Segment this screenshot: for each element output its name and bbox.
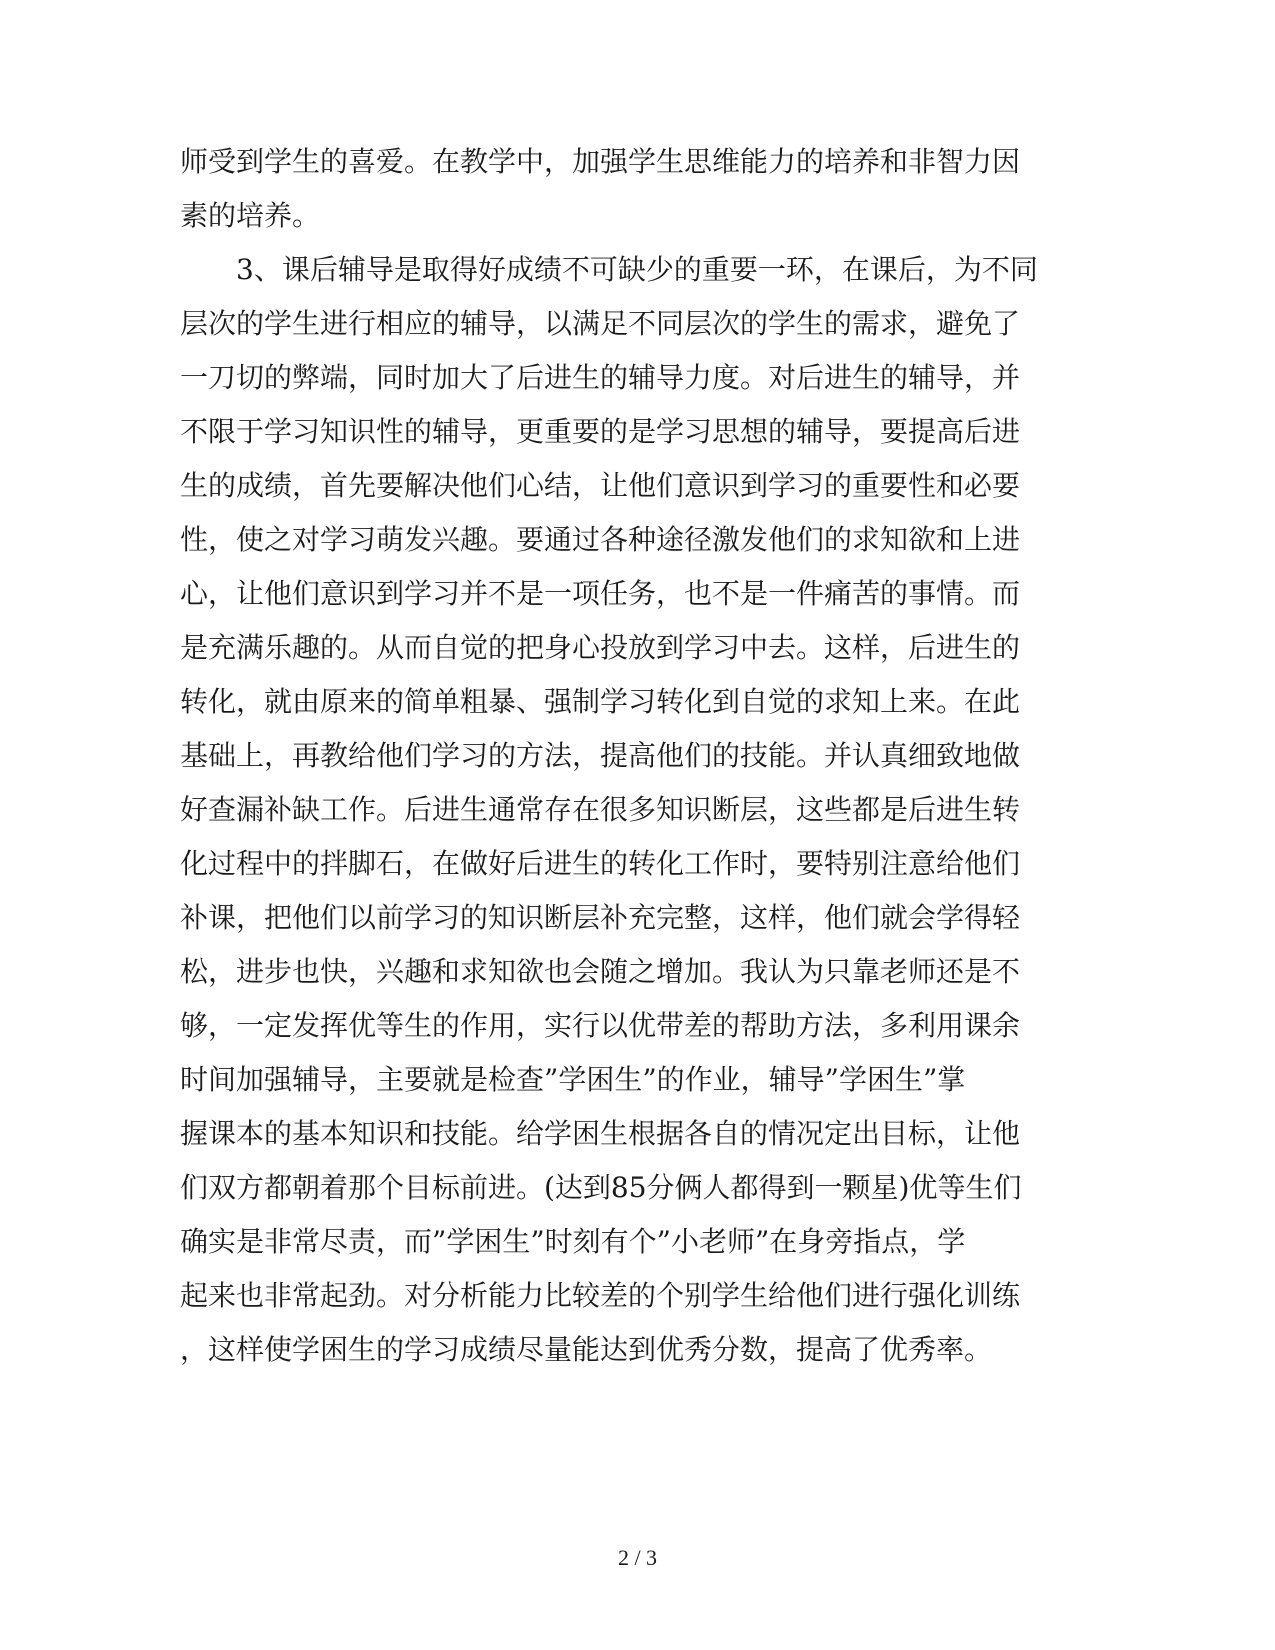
text-line: 时间加强辅导，主要就是检查”学困生”的作业，辅导”学困生”掌 [180, 1063, 966, 1096]
text-line: 不限于学习知识性的辅导，更重要的是学习思想的辅导，要提高后进 [180, 415, 1021, 448]
text-line: 够，一定发挥优等生的作用，实行以优带差的帮助方法，多利用课余 [180, 1009, 1021, 1042]
text-line: 松，进步也快，兴趣和求知欲也会随之增加。我认为只靠老师还是不 [180, 955, 1021, 988]
text-line: 3、课后辅导是取得好成绩不可缺少的重要一环，在课后，为不同 [236, 253, 1038, 286]
text-line: 们双方都朝着那个目标前进。(达到85分俩人都得到一颗星)优等生们 [180, 1171, 1022, 1204]
text-line: 化过程中的拌脚石，在做好后进生的转化工作时，要特别注意给他们 [180, 847, 1021, 880]
text-line: 确实是非常尽责，而”学困生”时刻有个”小老师”在身旁指点，学 [180, 1225, 966, 1258]
text-line: 层次的学生进行相应的辅导，以满足不同层次的学生的需求，避免了 [180, 307, 1021, 340]
text-line: 心，让他们意识到学习并不是一项任务，也不是一件痛苦的事情。而 [180, 577, 1021, 610]
text-line: 是充满乐趣的。从而自觉的把身心投放到学习中去。这样，后进生的 [180, 631, 1021, 664]
text-line: 好查漏补缺工作。后进生通常存在很多知识断层，这些都是后进生转 [180, 793, 1021, 826]
text-line: 师受到学生的喜爱。在教学中，加强学生思维能力的培养和非智力因 [180, 145, 1021, 178]
page-number: 2 / 3 [617, 1545, 658, 1570]
text-line: 生的成绩，首先要解决他们心结，让他们意识到学习的重要性和必要 [180, 469, 1021, 502]
text-line: 素的培养。 [180, 199, 321, 232]
text-line: ，这样使学困生的学习成绩尽量能达到优秀分数，提高了优秀率。 [180, 1333, 993, 1366]
text-line: 性，使之对学习萌发兴趣。要通过各种途径激发他们的求知欲和上进 [180, 523, 1021, 556]
text-line: 握课本的基本知识和技能。给学困生根据各自的情况定出目标，让他 [180, 1117, 1021, 1150]
text-line: 一刀切的弊端，同时加大了后进生的辅导力度。对后进生的辅导，并 [180, 361, 1021, 394]
text-line: 基础上，再教给他们学习的方法，提高他们的技能。并认真细致地做 [180, 739, 1021, 772]
text-line: 转化，就由原来的简单粗暴、强制学习转化到自觉的求知上来。在此 [180, 685, 1021, 718]
text-line: 起来也非常起劲。对分析能力比较差的个别学生给他们进行强化训练 [180, 1279, 1021, 1312]
text-line: 补课，把他们以前学习的知识断层补充完整，这样，他们就会学得轻 [180, 901, 1021, 934]
